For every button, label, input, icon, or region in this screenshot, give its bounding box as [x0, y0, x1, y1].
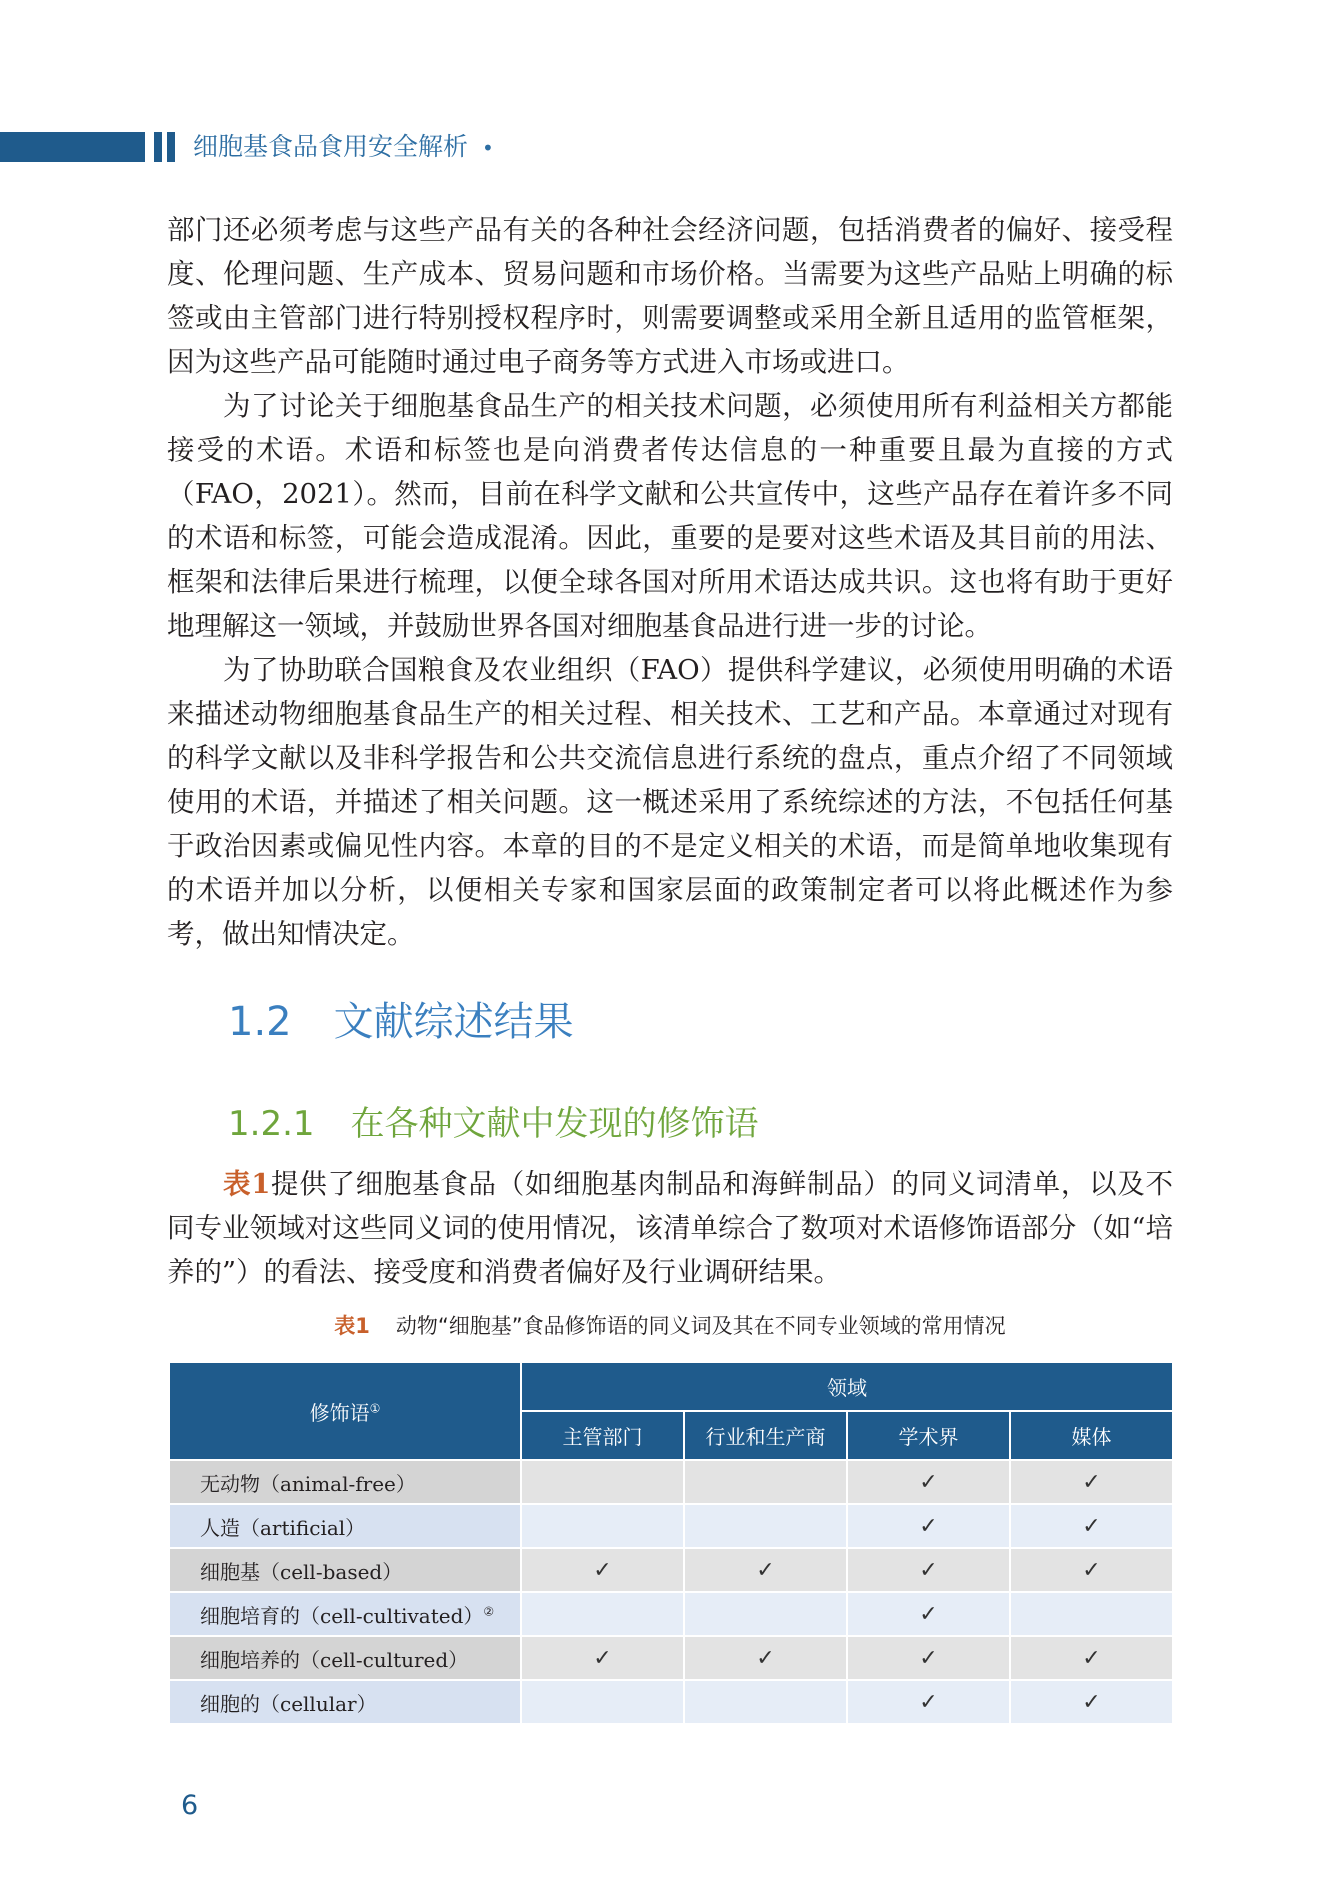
usage-cell: [684, 1504, 847, 1548]
table-row: [169, 1460, 1173, 1504]
usage-cell: [684, 1592, 847, 1636]
header-stripe: [167, 132, 175, 162]
table-caption-label: 表1: [334, 1314, 370, 1338]
header-stripe: [154, 132, 162, 162]
usage-cell: ✓: [847, 1504, 1010, 1548]
table-row: [169, 1636, 1173, 1680]
footnote-marker: ①: [369, 1400, 381, 1415]
table-row: [169, 1548, 1173, 1592]
usage-cell: ✓: [1010, 1504, 1173, 1548]
section-title: 文献综述结果: [333, 999, 574, 1045]
usage-cell: ✓: [847, 1548, 1010, 1592]
table-caption-text: 动物“细胞基”食品修饰语的同义词及其在不同专业领域的常用情况: [395, 1314, 1006, 1338]
running-header-title: 细胞基食品食用安全解析: [193, 132, 469, 161]
modifier-cell: [169, 1680, 521, 1724]
modifier-term: 细胞的（cellular）: [200, 1691, 377, 1716]
usage-cell: ✓: [847, 1592, 1010, 1636]
usage-cell: ✓: [684, 1636, 847, 1680]
table-row: [169, 1504, 1173, 1548]
footnote-marker: ②: [483, 1603, 495, 1618]
column-header-authorities: 主管部门: [521, 1411, 684, 1460]
table-reference: 表1: [223, 1168, 271, 1200]
subsection-number: 1.2.1: [228, 1104, 315, 1144]
modifier-cell: [169, 1636, 521, 1680]
paragraph-1: 部门还必须考虑与这些产品有关的各种社会经济问题，包括消费者的偏好、接受程度、伦理问题、生产成本、贸易问题和市场价格。当需要为这些产品贴上明确的标签或由主管部门进行特别授权程序时，则需要调整或采用全新且适用的监管框架，因为这些产品可能随时通过电子商务等方式进入市场或进口。: [167, 214, 1173, 378]
usage-cell: [684, 1680, 847, 1724]
paragraph-3: 为了协助联合国粮食及农业组织（FAO）提供科学建议，必须使用明确的术语来描述动物细胞基食品生产的相关过程、相关技术、工艺和产品。本章通过对现有的科学文献以及非科学报告和公共交流信息进行系统的盘点，重点介绍了不同领域使用的术语，并描述了相关问题。这一概述采用了系统综述的方法，不包括任何基于政治因素或偏见性内容。本章的目的不是定义相关的术语，而是简单地收集现有的术语并加以分析，以便相关专家和国家层面的政策制定者可以将此概述作为参考，做出知情决定。: [167, 654, 1173, 950]
usage-cell: ✓: [847, 1460, 1010, 1504]
usage-cell: [521, 1592, 684, 1636]
table-row: [169, 1592, 1173, 1636]
column-header-media: 媒体: [1010, 1411, 1173, 1460]
modifier-term: 人造（artificial）: [200, 1515, 366, 1540]
modifier-cell: [169, 1592, 521, 1636]
running-header-bullet: •: [482, 136, 494, 160]
usage-cell: [521, 1460, 684, 1504]
usage-cell: ✓: [1010, 1680, 1173, 1724]
section-number: 1.2: [228, 999, 292, 1045]
header-bar: [0, 132, 145, 162]
modifier-term: 无动物（animal-free）: [200, 1471, 416, 1496]
column-header-academia: 学术界: [847, 1411, 1010, 1460]
usage-cell: ✓: [521, 1548, 684, 1592]
domain-header: 领域: [521, 1362, 1173, 1411]
usage-cell: [521, 1504, 684, 1548]
table-row: [169, 1680, 1173, 1724]
usage-cell: ✓: [684, 1548, 847, 1592]
modifier-term: 细胞培养的（cell-cultured）: [200, 1647, 469, 1672]
subsection-heading: [228, 1096, 759, 1145]
usage-cell: ✓: [1010, 1460, 1173, 1504]
modifier-cell: [169, 1460, 521, 1504]
modifier-cell: [169, 1548, 521, 1592]
modifier-header-label: 修饰语: [309, 1400, 370, 1425]
page-number: 6: [181, 1790, 199, 1821]
usage-cell: [1010, 1592, 1173, 1636]
intro-paragraph: [167, 1162, 1173, 1294]
section-heading: [228, 990, 574, 1047]
modifier-header: [169, 1362, 521, 1460]
usage-cell: ✓: [521, 1636, 684, 1680]
subsection-title: 在各种文献中发现的修饰语: [350, 1104, 759, 1144]
usage-cell: ✓: [1010, 1548, 1173, 1592]
modifier-cell: [169, 1504, 521, 1548]
usage-cell: ✓: [847, 1636, 1010, 1680]
usage-cell: ✓: [847, 1680, 1010, 1724]
modifier-term: 细胞基（cell-based）: [200, 1559, 403, 1584]
running-header: [193, 130, 494, 164]
usage-cell: [684, 1460, 847, 1504]
paragraph-2: 为了讨论关于细胞基食品生产的相关技术问题，必须使用所有利益相关方都能接受的术语。术语和标签也是向消费者传达信息的一种重要且最为直接的方式（FAO，2021）。然而，目前在科学文献和公共宣传中，这些产品存在着许多不同的术语和标签，可能会造成混淆。因此，重要的是要对这些术语及其目前的用法、框架和法律后果进行梳理，以便全球各国对所用术语达成共识。这也将有助于更好地理解这一领域，并鼓励世界各国对细胞基食品进行进一步的讨论。: [167, 390, 1173, 642]
usage-cell: [521, 1680, 684, 1724]
table-caption: [167, 1310, 1173, 1340]
modifier-term: 细胞培育的（cell-cultivated）: [200, 1603, 484, 1628]
usage-cell: ✓: [1010, 1636, 1173, 1680]
column-header-industry: 行业和生产商: [684, 1411, 847, 1460]
intro-text: 提供了细胞基食品（如细胞基肉制品和海鲜制品）的同义词清单，以及不同专业领域对这些同义词的使用情况，该清单综合了数项对术语修饰语部分（如“培养的”）的看法、接受度和消费者偏好及行业调研结果。: [167, 1168, 1173, 1288]
modifier-table: [168, 1361, 1174, 1725]
